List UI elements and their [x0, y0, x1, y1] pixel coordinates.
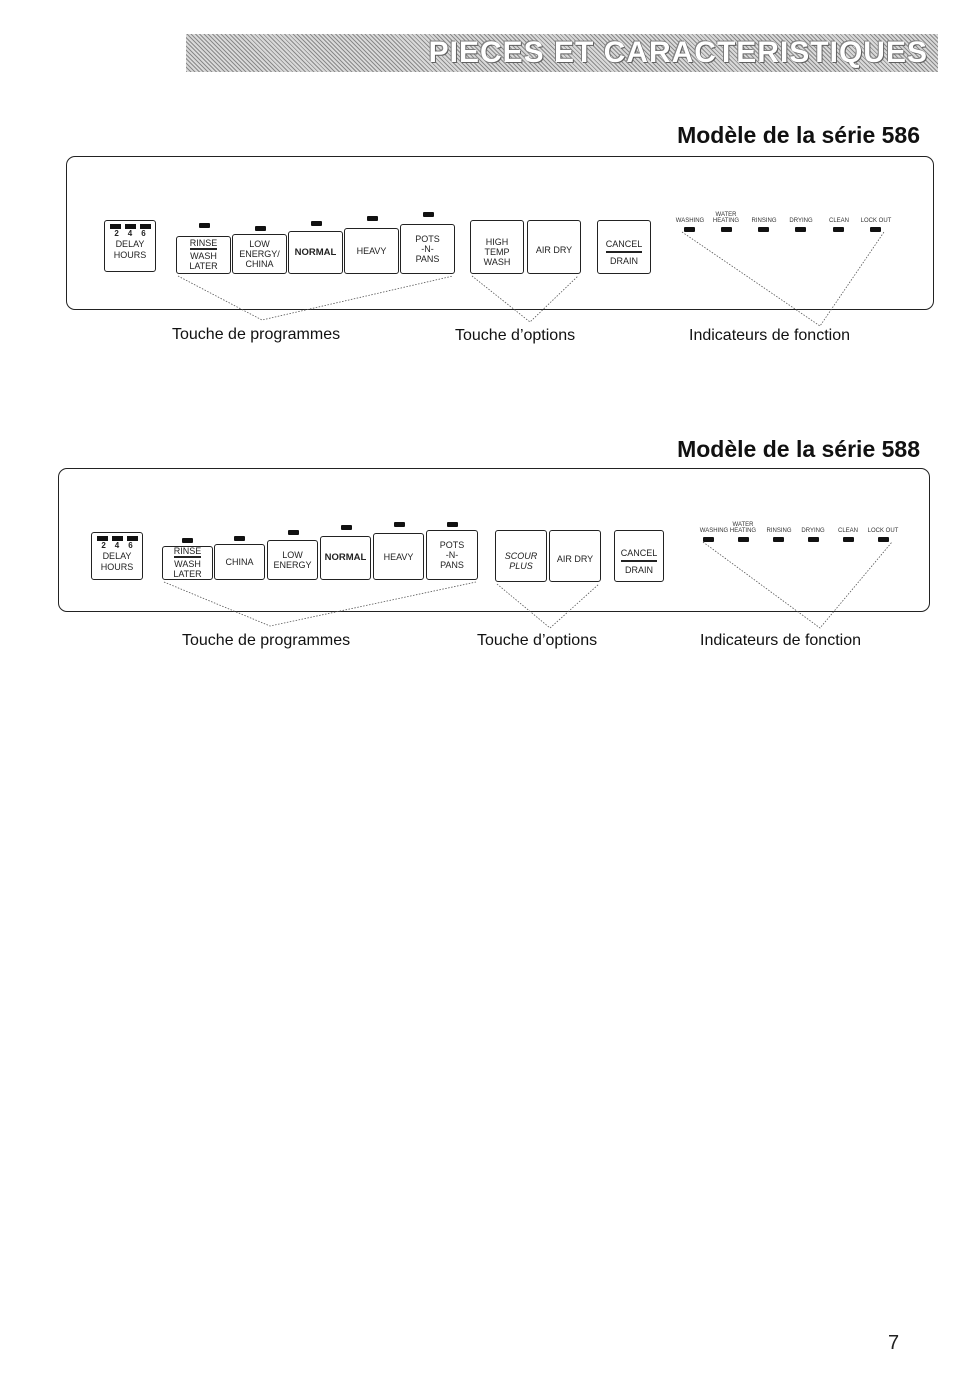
caption-indicators: Indicateurs de fonction — [689, 327, 850, 344]
delay-label: DELAY — [102, 551, 132, 561]
delay-label: HOURS — [113, 250, 147, 260]
indicator-label: WASHING — [699, 528, 729, 534]
caption-options: Touche d’options — [455, 327, 576, 344]
leader-line-indicators-588 — [703, 542, 892, 628]
section-title: PIECES ET CARACTERISTIQUES — [428, 36, 928, 69]
indicator-label: RINSING — [751, 218, 777, 224]
option-button-air-dry[interactable]: AIR DRY — [527, 220, 581, 274]
option-button-air-dry[interactable]: AIR DRY — [549, 530, 601, 582]
delay-label: DELAY — [115, 239, 145, 249]
option-button-scour-plus[interactable]: SCOUR PLUS — [495, 530, 547, 582]
delay-number: 2 — [114, 229, 119, 238]
cycle-button-low-energy[interactable]: LOW ENERGY — [267, 540, 318, 580]
delay-number: 6 — [141, 229, 146, 238]
caption-cycles: Touche de programmes — [172, 326, 341, 343]
cycle-button-rinse-wash-later[interactable]: RINSE WASH LATER — [162, 546, 213, 580]
delay-number: 4 — [114, 541, 120, 550]
cycle-button-china[interactable]: CHINA — [214, 544, 265, 580]
option-button-high-temp-wash[interactable]: HIGH TEMP WASH — [470, 220, 524, 274]
indicator-label: CLEAN — [837, 528, 859, 534]
leader-line-options-588 — [497, 584, 599, 628]
indicator-label: RINSING — [766, 528, 792, 534]
leader-line-indicators-586 — [682, 232, 884, 326]
cancel-drain-button[interactable]: CANCEL DRAIN — [597, 220, 651, 274]
indicator-label: WATER HEATING — [712, 212, 740, 224]
delay-label: HOURS — [100, 562, 134, 572]
indicator-label: WATER HEATING — [729, 522, 757, 534]
leader-line-cycles-586 — [178, 276, 453, 320]
caption-options: Touche d’options — [477, 632, 598, 649]
indicator-label: LOCK OUT — [867, 528, 899, 534]
caption-indicators: Indicateurs de fonction — [700, 632, 861, 649]
cycle-button-rinse-wash-later[interactable]: RINSE WASH LATER — [176, 236, 231, 274]
leader-line-cycles-588 — [164, 582, 476, 626]
cycle-button-pots-n-pans[interactable]: POTS -N- PANS — [400, 224, 455, 274]
delay-number: 6 — [128, 541, 133, 550]
indicator-label: WASHING — [675, 218, 705, 224]
cycle-button-heavy[interactable]: HEAVY — [344, 228, 399, 274]
indicator-label: DRYING — [801, 528, 825, 534]
model-588-heading: Modèle de la série 588 — [677, 436, 920, 462]
cycle-button-pots-n-pans[interactable]: POTS -N- PANS — [426, 530, 478, 580]
cancel-drain-button[interactable]: CANCEL DRAIN — [614, 530, 664, 582]
indicator-label: LOCK OUT — [860, 218, 892, 224]
delay-number: 4 — [127, 229, 133, 238]
cycle-button-normal[interactable]: NORMAL — [320, 536, 371, 580]
caption-cycles: Touche de programmes — [182, 632, 351, 649]
cycle-button-low-energy-china[interactable]: LOW ENERGY/ CHINA — [232, 234, 287, 274]
page-number: 7 — [888, 1332, 900, 1354]
delay-number: 2 — [101, 541, 106, 550]
indicator-label: DRYING — [789, 218, 813, 224]
cycle-button-heavy[interactable]: HEAVY — [373, 533, 424, 580]
indicator-label: CLEAN — [828, 218, 850, 224]
leader-line-options-586 — [472, 276, 578, 322]
model-586-heading: Modèle de la série 586 — [677, 122, 920, 148]
cycle-button-normal[interactable]: NORMAL — [288, 231, 343, 274]
